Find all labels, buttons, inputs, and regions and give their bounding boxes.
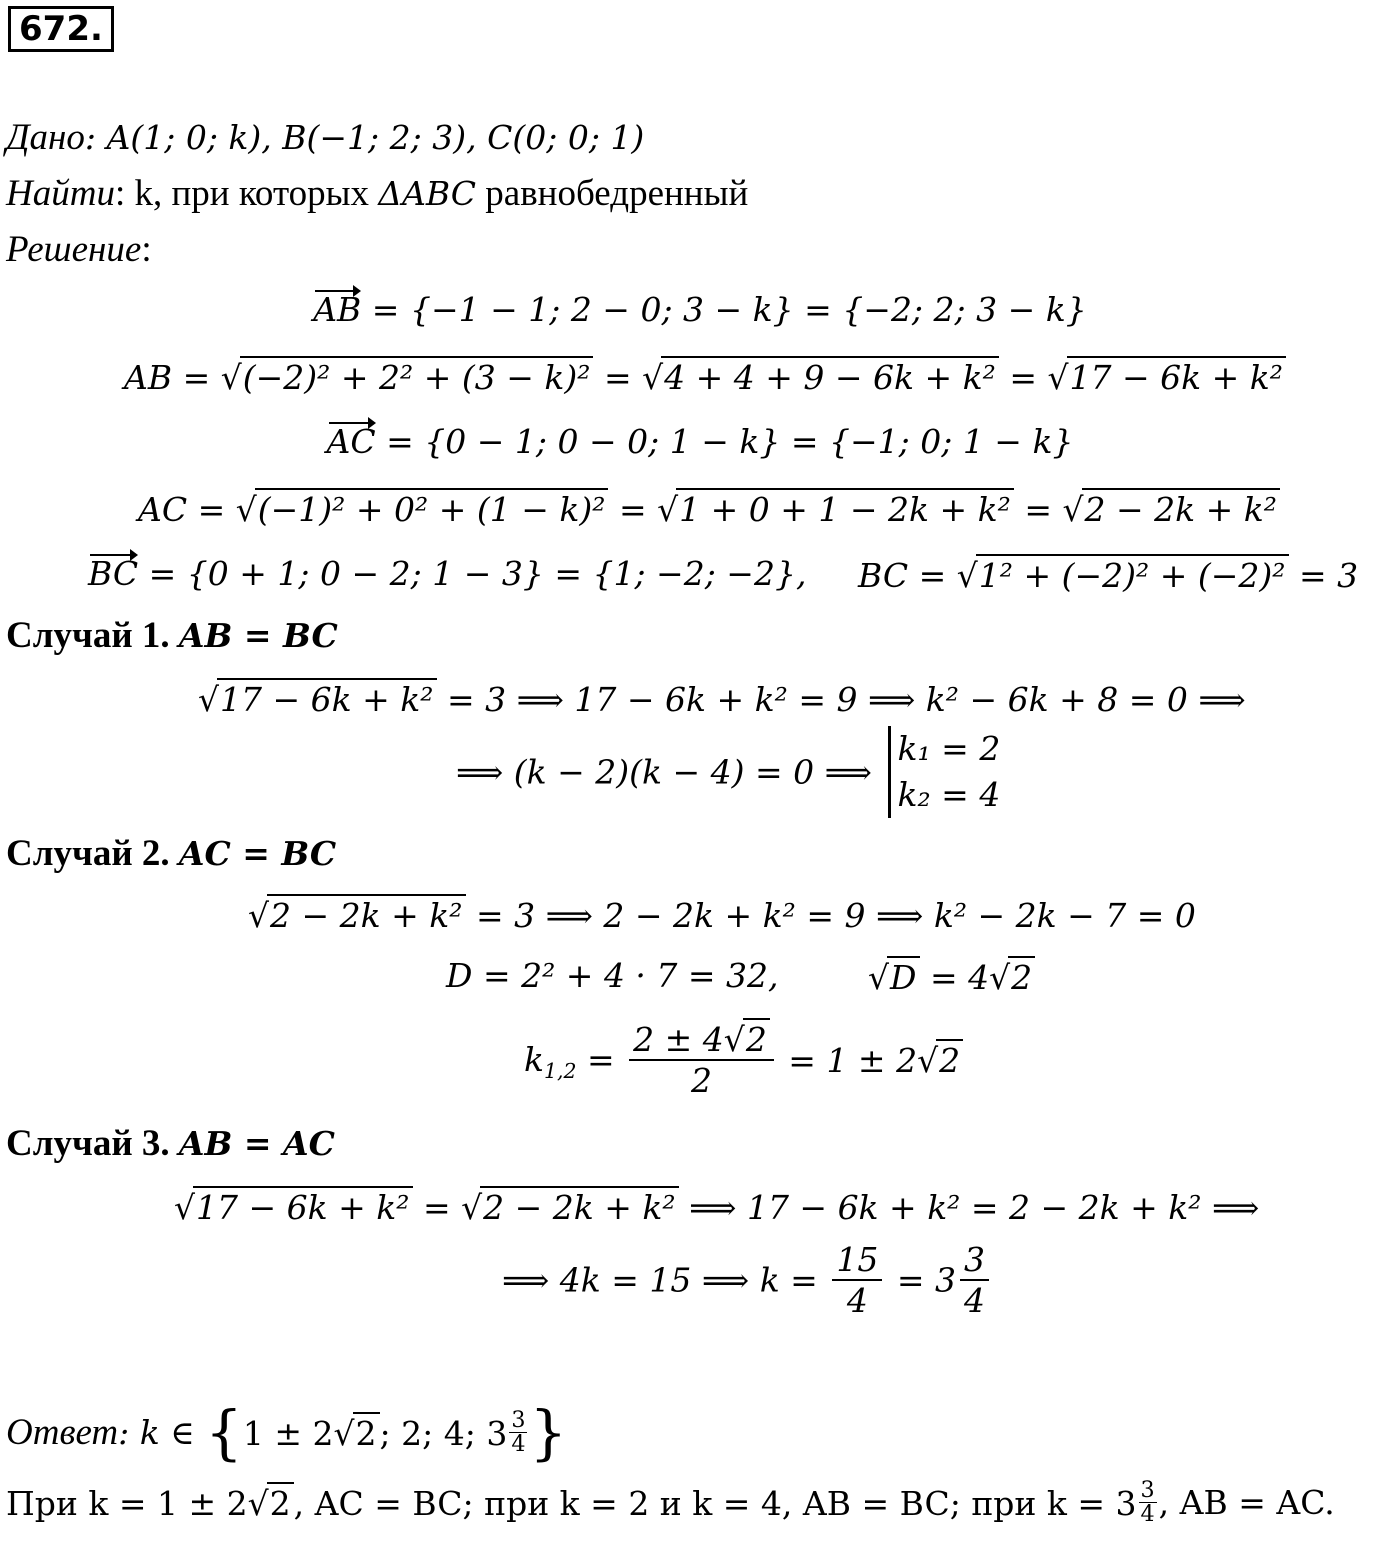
answer-line: Ответ: k ∈ {1 ± 2√2; 2; 4; 3 $\frac{3}{4}$ } [6, 1398, 568, 1467]
answer-frac-den: 4 [511, 1431, 526, 1457]
solution-label: Решение [6, 229, 142, 270]
case2-roots: $k_{1,2}$ = $\frac{2 \pm 4√2}{2}$ = 1 ± 2√2 [524, 1018, 963, 1100]
case1-roots-system [888, 726, 1000, 818]
ab-length-root3: 17 − 6k + k² [1067, 356, 1286, 397]
case3-root1: 17 − 6k + k² [193, 1186, 412, 1227]
ac-vector-line [0, 422, 1400, 461]
case3-root2: 2 − 2k + k² [480, 1186, 678, 1227]
ab-length-eq2: = [998, 358, 1048, 397]
ab-vector-name: AB [313, 290, 362, 329]
ab-length-eq1: = [593, 358, 643, 397]
ac-length-root1: (−1)² + 0² + (1 − k)² [255, 488, 609, 529]
case3-eq2-text: ⟹ 4k = 15 ⟹ k = [502, 1260, 829, 1300]
find-triangle: ΔABC [378, 174, 477, 213]
case3-label: Случай 3. [6, 1123, 179, 1164]
case2-k-rhs-root: 2 [936, 1039, 963, 1080]
case2-k-den: 2 [690, 1061, 712, 1100]
bc-length-root: 1² + (−2)² + (−2)² [976, 554, 1289, 595]
case3-mixed-den: 4 [963, 1281, 985, 1320]
case2-k-lhs: k [524, 1039, 544, 1079]
bc-length-lhs: BC = [858, 556, 957, 595]
final-frac-den: 4 [1140, 1501, 1155, 1528]
ab-vector-line [0, 290, 1400, 329]
given-label: Дано [6, 117, 85, 158]
find-text-a: : k, при которых [114, 173, 379, 214]
answer-label: Ответ [6, 1412, 119, 1453]
case1-equation1: √17 − 6k + k² = 3 ⟹ 17 − 6k + k² = 9 ⟹ k² − 6k + 8 = 0 ⟹ [198, 680, 1246, 719]
case1-condition: AB = BC [178, 616, 338, 655]
case2-root: 2 − 2k + k² [267, 894, 465, 935]
case3-eq2-mixed: = 3 [886, 1260, 956, 1300]
bc-vector-line [88, 554, 806, 593]
case2-sqrt-d-root2: 2 [1008, 956, 1035, 997]
case2-k-fraction: $\frac{2 \pm 4√2}{2}$ [629, 1018, 774, 1100]
ab-length-lhs: AB = [124, 358, 221, 397]
ab-vector-coords: = {−1 − 1; 2 − 0; 3 − k} = {−2; 2; 3 − k} [361, 290, 1087, 329]
case2-k-sub: 1,2 [544, 1058, 577, 1083]
case3-mixed-num: 3 [960, 1240, 989, 1281]
case3-frac-num: 15 [832, 1240, 882, 1281]
problem-number: 672. [8, 6, 114, 52]
case2-equation1: √2 − 2k + k² = 3 ⟹ 2 − 2k + k² = 9 ⟹ k² − 2k − 7 = 0 [248, 896, 1196, 935]
ac-vector-coords: = {0 − 1; 0 − 0; 1 − k} = {−1; 0; 1 − k} [375, 422, 1074, 461]
ac-length-line: AC = √(−1)² + 0² + (1 − k)² = √1 + 0 + 1 − 2k + k² = √2 − 2k + k² [138, 488, 1280, 529]
case2-k-num: 2 ± 4 [633, 1020, 724, 1059]
find-label: Найти [6, 173, 115, 214]
given-line [6, 116, 644, 159]
find-line [6, 172, 748, 215]
case2-heading [6, 832, 336, 875]
case2-k-rhs: = 1 ± 2 [777, 1040, 918, 1080]
final-text-b: , AC = BC; при k = 2 и k = 4, AB = BC; при k = 3 [293, 1484, 1137, 1524]
case3-equation1: √17 − 6k + k² = √2 − 2k + k² ⟹ 17 − 6k + k² = 2 − 2k + k² ⟹ [174, 1188, 1260, 1227]
case3-mixed-fraction [960, 1240, 989, 1320]
case1-equation2 [456, 726, 1000, 818]
find-text-c: равнобедренный [476, 173, 749, 214]
case3-fraction [832, 1240, 882, 1320]
case2-label: Случай 2. [6, 833, 179, 874]
ab-length-line: AB = √(−2)² + 2² + (3 − k)² = √4 + 4 + 9 − 6k + k² = √17 − 6k + k² [124, 356, 1286, 397]
final-frac-num: 3 [1140, 1476, 1155, 1503]
case3-eq1-rest: ⟹ 17 − 6k + k² = 2 − 2k + k² ⟹ [678, 1188, 1260, 1227]
answer-root1-sqrt: 2 [353, 1412, 380, 1453]
ac-length-eq1: = [608, 490, 658, 529]
case3-equation2 [502, 1240, 993, 1320]
case1-label: Случай 1. [6, 615, 179, 656]
final-sqrt: 2 [267, 1482, 294, 1523]
case2-discriminant [446, 956, 779, 995]
case1-heading [6, 614, 338, 657]
answer-roots: ; 2; 4; 3 [379, 1414, 508, 1453]
case3-eq1-eq: = [412, 1188, 462, 1227]
bc-vector-name: BC [88, 554, 139, 593]
bc-length-value: = 3 [1288, 556, 1359, 595]
case3-frac-den: 4 [846, 1281, 868, 1320]
final-text-c: , AB = AC. [1158, 1483, 1335, 1523]
answer-frac-num: 3 [511, 1406, 526, 1433]
answer-left-brace: { [205, 1398, 243, 1467]
ac-length-lhs: AC = [138, 490, 236, 529]
ab-length-root2: 4 + 4 + 9 − 6k + k² [661, 356, 999, 397]
case1-root-k1: k₁ = 2 [897, 729, 1001, 768]
final-text-a: При k = 1 ± 2 [6, 1484, 248, 1524]
case1-eq1-rest: = 3 ⟹ 17 − 6k + k² = 9 ⟹ k² − 6k + 8 = 0 ⟹ [436, 680, 1246, 719]
answer-root1: 1 ± 2 [242, 1414, 334, 1453]
case2-k-eq: = [576, 1039, 626, 1079]
solution-line [6, 228, 152, 271]
answer-right-brace: } [529, 1398, 568, 1467]
ac-length-eq2: = [1013, 490, 1063, 529]
case1-root: 17 − 6k + k² [217, 678, 436, 719]
answer-prefix: : k ∈ [118, 1413, 206, 1452]
case2-sqrt-discriminant: √D = 4√2 [868, 956, 1035, 997]
final-fraction [1139, 1476, 1157, 1528]
case2-eq1-rest: = 3 ⟹ 2 − 2k + k² = 9 ⟹ k² − 2k − 7 = 0 [465, 896, 1196, 935]
bc-vector-coords: = {0 + 1; 0 − 2; 1 − 3} = {1; −2; −2}, [138, 554, 807, 593]
given-text: : A(1; 0; k), B(−1; 2; 3), C(0; 0; 1) [84, 118, 645, 157]
ac-length-root2: 1 + 0 + 1 − 2k + k² [676, 488, 1014, 529]
case2-disc-text: D = 2² + 4 · 7 = 32, [446, 956, 779, 995]
ac-length-root3: 2 − 2k + k² [1082, 488, 1280, 529]
final-line: При k = 1 ± 2√2, AC = BC; при k = 2 и k = 4, AB = BC; при k = 3 $\frac{3}{4}$ , AB = AC. [6, 1476, 1335, 1528]
case3-condition: AB = AC [178, 1124, 335, 1163]
case1-root-k2: k₂ = 4 [897, 775, 1001, 814]
ab-length-root1: (−2)² + 2² + (3 − k)² [240, 356, 594, 397]
case1-eq2-text: ⟹ (k − 2)(k − 4) = 0 ⟹ [456, 752, 883, 792]
case3-heading [6, 1122, 335, 1165]
ac-vector-name: AC [326, 422, 376, 461]
case2-sqrt-d-root: D [887, 956, 919, 997]
case2-condition: AC = BC [178, 834, 337, 873]
answer-fraction [509, 1406, 527, 1457]
case2-sqrt-d-eq: = 4 [919, 958, 990, 997]
bc-length-line: BC = √1² + (−2)² + (−2)² = 3 [858, 556, 1359, 595]
solution-colon: : [141, 229, 152, 270]
case2-k-num-root: 2 [743, 1018, 770, 1059]
